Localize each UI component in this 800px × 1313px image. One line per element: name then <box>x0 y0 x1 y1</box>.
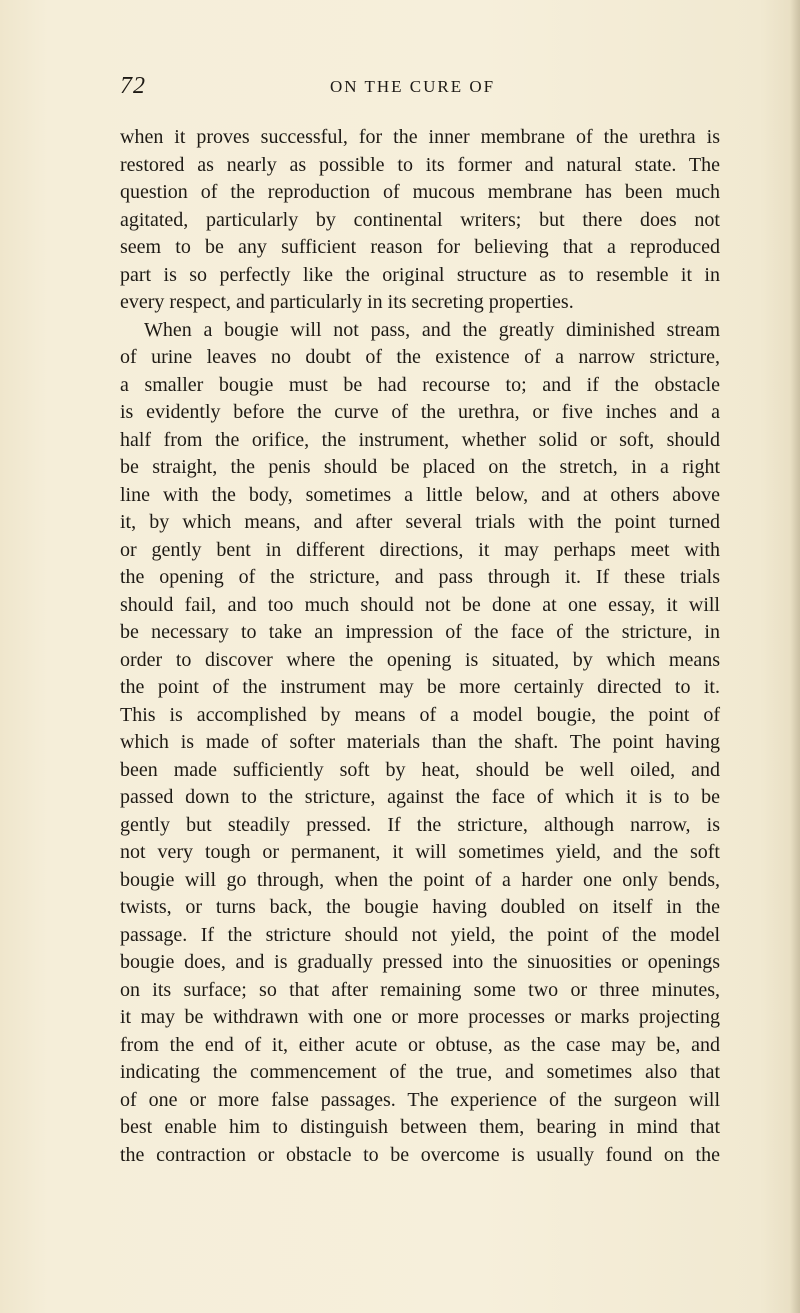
text-line: the opening of the stricture, and pass through it. If these trials <box>120 566 720 588</box>
text-line: on its surface; so that after remaining some two or three minutes, <box>120 978 720 1001</box>
text-line: been made sufficiently soft by heat, should be well oiled, and <box>120 758 720 781</box>
text-line: which is made of softer materials than the shaft. The point having <box>120 731 720 753</box>
text-line: agitated, particularly by continental writers; but there does not <box>120 208 720 231</box>
text-line: the contraction or obstacle to be overcome is usually found on the <box>120 1143 720 1166</box>
page-edge-shadow <box>790 0 800 1313</box>
text-line: of one or more false passages. The experience of the surgeon will <box>120 1088 720 1111</box>
text-line: passage. If the stricture should not yield, the point of the model <box>120 923 720 946</box>
page-number: 72 <box>120 73 146 99</box>
text-line: the point of the instrument may be more certainly directed to it. <box>120 676 720 698</box>
text-line: it, by which means, and after several trials with the point turned <box>120 511 720 533</box>
text-line: part is so perfectly like the original structure as to resemble it in <box>120 263 720 286</box>
text-line: half from the orifice, the instrument, whether solid or soft, should <box>120 428 720 451</box>
text-line: When a bougie will not pass, and the greatly diminished stream <box>144 318 720 341</box>
text-line: of urine leaves no doubt of the existence of a narrow stricture, <box>120 346 720 368</box>
text-line: from the end of it, either acute or obtuse, as the case may be, and <box>120 1033 720 1056</box>
text-line: when it proves successful, for the inner membrane of the urethra is <box>120 126 720 148</box>
text-line: indicating the commencement of the true, and sometimes also that <box>120 1061 720 1083</box>
body-text <box>120 124 720 1169</box>
text-line: or gently bent in different directions, it may perhaps meet with <box>120 538 720 561</box>
text-line: every respect, and particularly in its secreting properties. <box>120 291 574 313</box>
text-line: not very tough or permanent, it will sometimes yield, and the soft <box>120 841 720 863</box>
text-line: passed down to the stricture, against the face of which it is to be <box>120 786 720 808</box>
text-line: bougie does, and is gradually pressed into the sinuosities or openings <box>120 951 720 973</box>
text-line: gently but steadily pressed. If the stricture, although narrow, is <box>120 813 720 836</box>
text-line: be straight, the penis should be placed on the stretch, in a right <box>120 456 720 478</box>
text-line: This is accomplished by means of a model bougie, the point of <box>120 703 720 726</box>
text-line: order to discover where the opening is situated, by which means <box>120 648 720 671</box>
text-line: be necessary to take an impression of the face of the stricture, in <box>120 621 720 643</box>
text-line: is evidently before the curve of the urethra, or five inches and a <box>120 401 720 423</box>
text-line: a smaller bougie must be had recourse to; and if the obstacle <box>120 373 720 396</box>
text-line: bougie will go through, when the point of a harder one only bends, <box>120 868 720 891</box>
text-line: question of the reproduction of mucous membrane has been much <box>120 181 720 203</box>
text-line: line with the body, sometimes a little below, and at others above <box>120 483 720 506</box>
text-line: seem to be any sufficient reason for believing that a reproduced <box>120 236 720 258</box>
text-line: it may be withdrawn with one or more processes or marks projecting <box>120 1006 720 1028</box>
text-line: best enable him to distinguish between them, bearing in mind that <box>120 1116 720 1138</box>
text-line: restored as nearly as possible to its former and natural state. The <box>120 153 720 176</box>
running-head <box>120 71 720 101</box>
running-head-title: ON THE CURE OF <box>330 77 496 96</box>
text-line: twists, or turns back, the bougie having doubled on itself in the <box>120 896 720 918</box>
text-line: should fail, and too much should not be done at one essay, it will <box>120 593 720 616</box>
